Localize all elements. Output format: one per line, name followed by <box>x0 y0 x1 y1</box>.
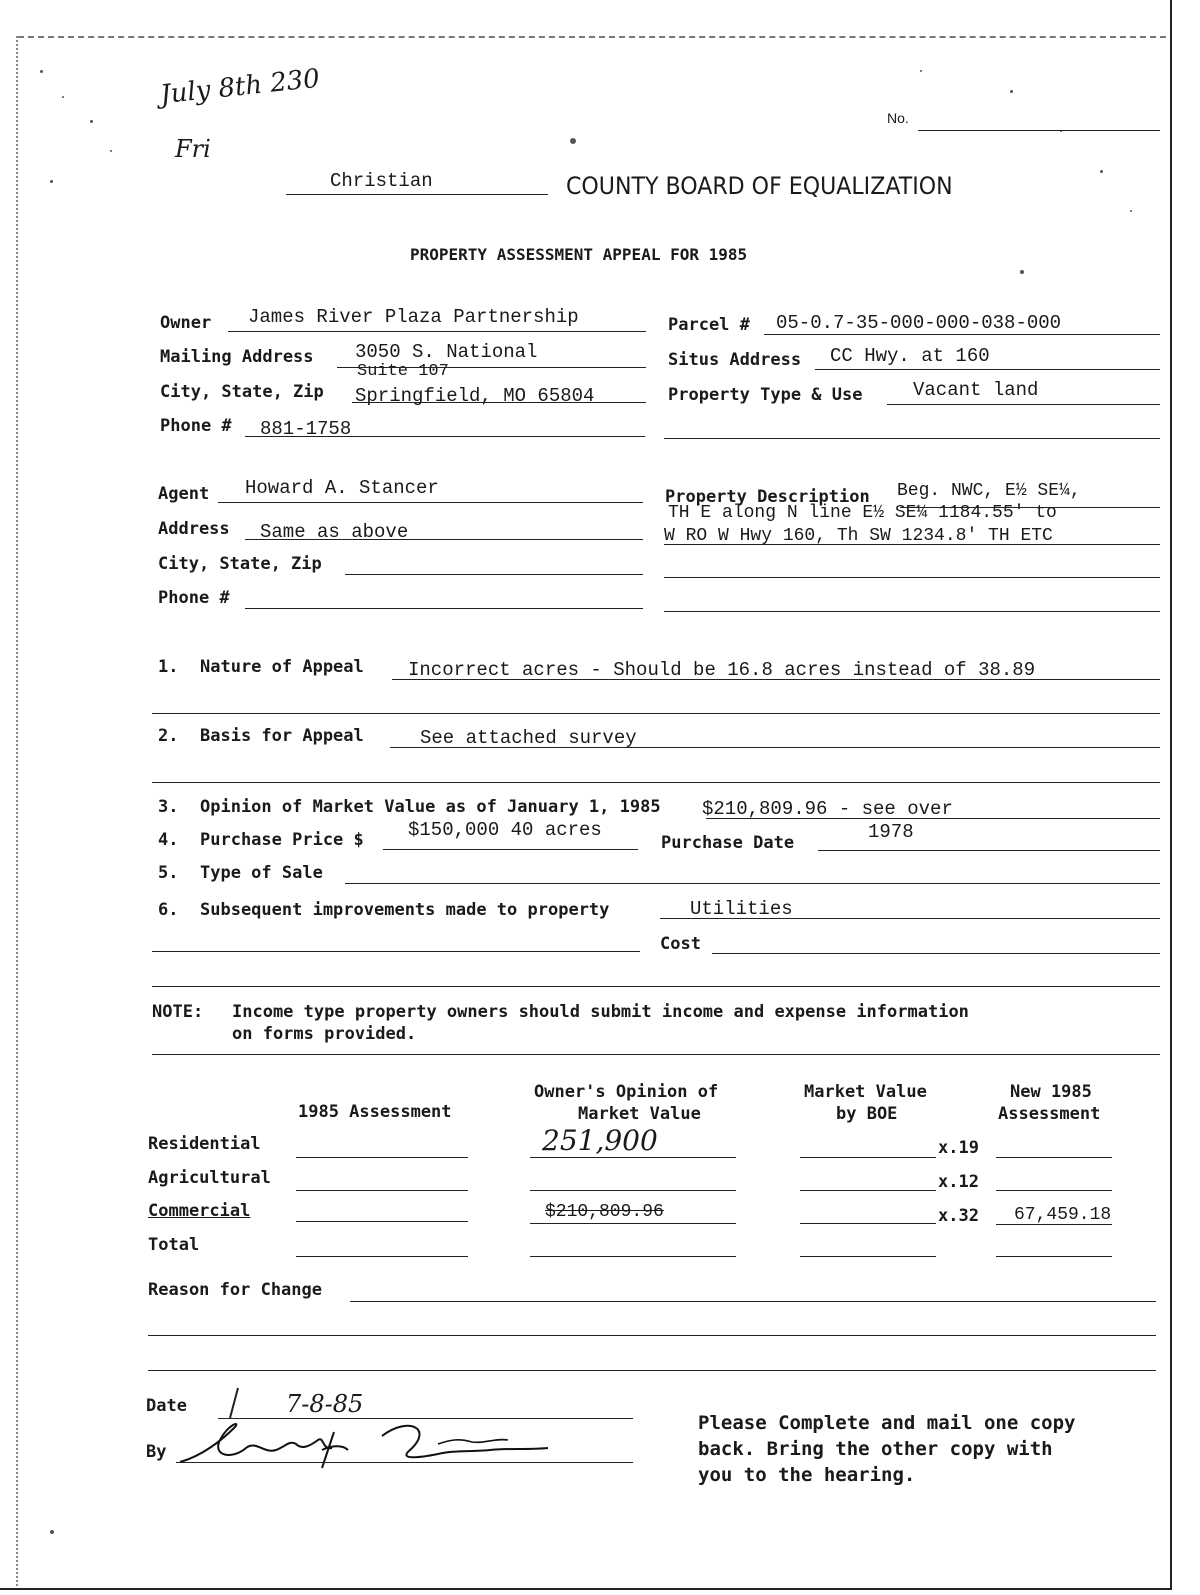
agent-address-line <box>245 539 643 540</box>
improvements-line <box>660 918 1160 919</box>
board-title: COUNTY BOARD OF EQUALIZATION <box>566 172 953 200</box>
page-top-border <box>18 36 1166 38</box>
row-commercial-new-line <box>996 1224 1112 1225</box>
purchase-date-value: 1978 <box>868 821 914 843</box>
form-number-label: No. <box>887 110 909 126</box>
purchase-price-value: $150,000 40 acres <box>408 819 602 841</box>
owner-city-line <box>352 402 646 403</box>
improvements-value: Utilities <box>690 898 793 920</box>
row-commercial-boe-line <box>800 1223 936 1224</box>
row-commercial-new: 67,459.18 <box>1014 1205 1112 1225</box>
parcel-label: Parcel # <box>668 315 750 335</box>
purchase-date-label: Purchase Date <box>661 833 795 853</box>
owner-line <box>228 331 646 332</box>
col-market-value-line2: by BOE <box>836 1104 898 1124</box>
mailing-address-value: 3050 S. National <box>355 341 538 363</box>
row-commercial-opinion-line <box>530 1223 736 1224</box>
row-total-opinion-line <box>530 1256 736 1257</box>
row-residential-label: Residential <box>148 1134 261 1154</box>
instructions-line1: Please Complete and mail one copy <box>698 1412 1076 1434</box>
row-commercial-opinion: $210,809.96 <box>545 1202 664 1222</box>
agent-address-value: Same as above <box>260 521 409 543</box>
purchase-price-label: Purchase Price $ <box>200 830 364 850</box>
improvements-line2 <box>152 951 640 952</box>
row-agricultural-label: Agricultural <box>148 1168 271 1188</box>
row-residential-new-line <box>996 1157 1112 1158</box>
property-description-label: Property Description <box>665 487 870 507</box>
agent-city-label: City, State, Zip <box>158 554 322 574</box>
col-new-assessment-line1: New 1985 <box>1010 1082 1092 1102</box>
col-1985-assessment: 1985 Assessment <box>298 1102 452 1122</box>
improvements-label: Subsequent improvements made to property <box>200 900 610 920</box>
basis-for-appeal-line2 <box>152 782 1160 783</box>
form-number-line <box>918 130 1160 131</box>
signature <box>172 1410 562 1480</box>
reason-for-change-line3 <box>148 1370 1156 1371</box>
property-description-line2: TH E along N line E½ SE¼ 1184.55' to <box>668 503 1057 523</box>
situs-address-value: CC Hwy. at 160 <box>830 345 990 367</box>
instructions-line3: you to the hearing. <box>698 1464 916 1486</box>
property-description-line3: W RO W Hwy 160, Th SW 1234.8' TH ETC <box>664 526 1053 546</box>
note-label: NOTE: <box>152 1002 204 1022</box>
mailing-address-label: Mailing Address <box>160 347 314 367</box>
owner-phone-value: 881-1758 <box>260 418 352 440</box>
nature-of-appeal-line <box>392 679 1160 680</box>
opinion-of-value-value: $210,809.96 - see over <box>702 798 953 820</box>
page-right-border <box>1170 0 1172 1590</box>
parcel-value: 05-0.7-35-000-000-038-000 <box>776 312 1062 334</box>
row-agricultural-assessment-line <box>296 1190 468 1191</box>
form-title: PROPERTY ASSESSMENT APPEAL FOR 1985 <box>410 245 748 264</box>
property-description-rule4 <box>664 611 1160 612</box>
agent-value: Howard A. Stancer <box>245 477 439 499</box>
handwritten-date-note: July 8th 230 <box>158 63 322 111</box>
row-total-assessment-line <box>296 1256 468 1257</box>
type-of-sale-label: Type of Sale <box>200 863 323 883</box>
opinion-of-value-label: Opinion of Market Value as of January 1, 1985 <box>200 797 661 817</box>
signature-line <box>176 1462 633 1463</box>
county-name: Christian <box>330 170 433 192</box>
property-type-line <box>887 404 1160 405</box>
instructions-line2: back. Bring the other copy with <box>698 1438 1053 1460</box>
nature-of-appeal-line2 <box>152 713 1160 714</box>
note-rule <box>152 1054 1160 1055</box>
basis-for-appeal-value: See attached survey <box>420 727 637 749</box>
agent-address-label: Address <box>158 519 230 539</box>
agent-phone-label: Phone # <box>158 588 230 608</box>
page-bottom-border <box>0 1588 1172 1590</box>
nature-of-appeal-value: Incorrect acres - Should be 16.8 acres instead of 38.89 <box>408 659 1036 681</box>
property-description-rule1 <box>900 507 1160 508</box>
col-owners-opinion-line2: Market Value <box>578 1104 701 1124</box>
county-line <box>286 194 548 195</box>
date-label: Date <box>146 1396 187 1416</box>
situs-address-label: Situs Address <box>668 350 802 370</box>
basis-for-appeal-label: Basis for Appeal <box>200 726 364 746</box>
item4-number: 4. <box>158 830 179 850</box>
improvements-line3 <box>152 986 1160 987</box>
row-residential-opinion-line <box>530 1157 736 1158</box>
agent-line <box>218 502 643 503</box>
situs-address-line <box>815 369 1160 370</box>
agent-phone-line <box>245 608 643 609</box>
by-label: By <box>146 1442 167 1462</box>
mailing-address-line <box>337 367 646 368</box>
item3-number: 3. <box>158 797 179 817</box>
cost-line <box>712 953 1160 954</box>
purchase-price-line <box>383 849 638 850</box>
reason-for-change-label: Reason for Change <box>148 1280 322 1300</box>
note-line2: on forms provided. <box>232 1024 417 1044</box>
row-total-new-line <box>996 1256 1112 1257</box>
owner-city-label: City, State, Zip <box>160 382 324 402</box>
owner-city-value: Springfield, MO 65804 <box>355 385 595 407</box>
property-description-line1: Beg. NWC, E½ SE¼, <box>897 481 1081 501</box>
agent-label: Agent <box>158 484 210 504</box>
agent-city-line <box>345 574 643 575</box>
col-new-assessment-line2: Assessment <box>998 1104 1101 1124</box>
date-value: 7-8-85 <box>286 1390 364 1418</box>
item2-number: 2. <box>158 726 179 746</box>
row-total-boe-line <box>800 1256 936 1257</box>
item6-number: 6. <box>158 900 179 920</box>
owner-phone-line <box>245 436 645 437</box>
row-total-label: Total <box>148 1235 200 1255</box>
handwritten-day-note: Fri <box>175 135 211 163</box>
row-residential-opinion: 251,900 <box>542 1124 658 1157</box>
property-type-value: Vacant land <box>913 379 1039 401</box>
row-agricultural-factor: x.12 <box>938 1172 979 1192</box>
owner-label: Owner <box>160 313 212 333</box>
reason-for-change-line2 <box>148 1335 1156 1336</box>
owner-phone-label: Phone # <box>160 416 232 436</box>
row-agricultural-new-line <box>996 1190 1112 1191</box>
type-of-sale-line <box>345 883 1160 884</box>
parcel-line <box>764 334 1160 335</box>
reason-for-change-line <box>350 1301 1156 1302</box>
row-commercial-factor: x.32 <box>938 1206 979 1226</box>
col-market-value-line1: Market Value <box>804 1082 927 1102</box>
row-residential-boe-line <box>800 1157 936 1158</box>
page-left-border <box>16 36 18 1586</box>
mailing-address-suite: Suite 107 <box>357 362 449 381</box>
basis-for-appeal-line <box>390 747 1160 748</box>
row-commercial-label: Commercial <box>148 1201 251 1221</box>
row-agricultural-boe-line <box>800 1190 936 1191</box>
property-type-extra-line <box>664 438 1160 439</box>
row-residential-assessment-line <box>296 1157 468 1158</box>
item1-number: 1. <box>158 657 179 677</box>
property-type-label: Property Type & Use <box>668 385 863 405</box>
row-residential-factor: x.19 <box>938 1138 979 1158</box>
purchase-date-line <box>818 850 1160 851</box>
item5-number: 5. <box>158 863 179 883</box>
nature-of-appeal-label: Nature of Appeal <box>200 657 364 677</box>
property-description-rule2 <box>664 544 1160 545</box>
row-agricultural-opinion-line <box>530 1190 736 1191</box>
col-owners-opinion-line1: Owner's Opinion of <box>534 1082 719 1102</box>
owner-value: James River Plaza Partnership <box>248 306 579 328</box>
note-line1: Income type property owners should submit income and expense information <box>232 1002 969 1022</box>
property-description-rule3 <box>664 577 1160 578</box>
opinion-of-value-line <box>706 818 1160 819</box>
row-commercial-assessment-line <box>296 1221 468 1222</box>
cost-label: Cost <box>660 934 701 954</box>
